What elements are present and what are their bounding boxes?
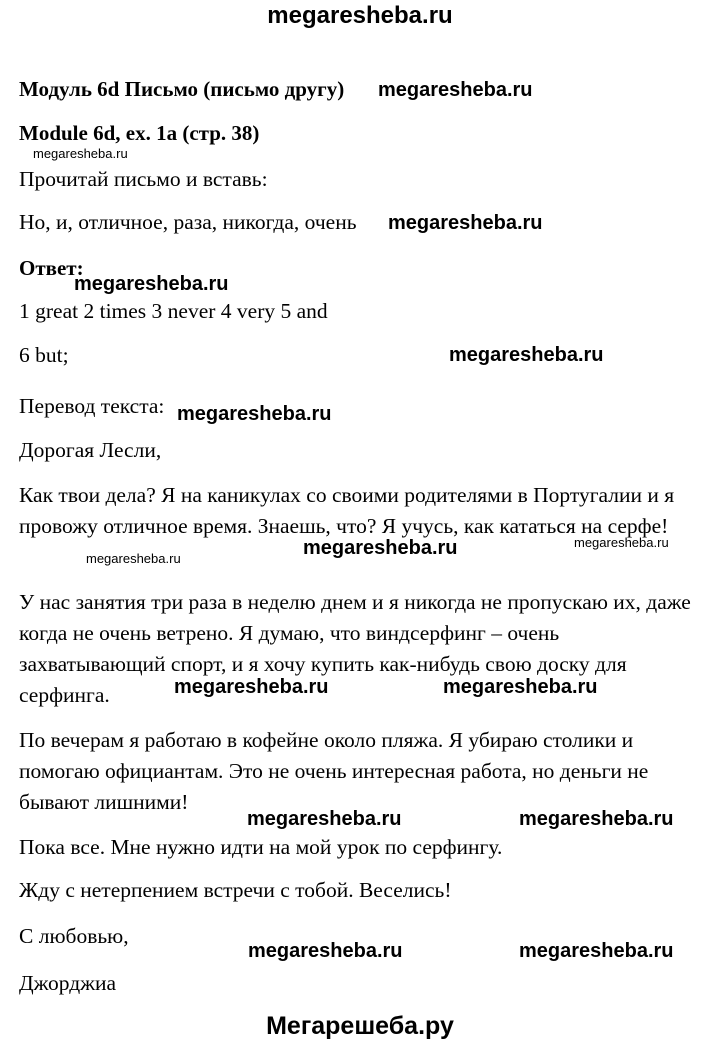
watermark: megaresheba.ru xyxy=(449,344,604,366)
watermark: megaresheba.ru xyxy=(443,676,598,698)
footer-site-name: Мегарешеба.ру xyxy=(266,1012,454,1040)
watermark: megaresheba.ru xyxy=(303,537,458,559)
watermark: megaresheba.ru xyxy=(247,808,402,830)
word-list: Но, и, отличное, раза, никогда, очень xyxy=(19,210,357,234)
watermark: megaresheba.ru xyxy=(74,273,229,295)
watermark: megaresheba.ru xyxy=(248,940,403,962)
answer-line-2: 6 but; xyxy=(19,343,69,367)
watermark: megaresheba.ru xyxy=(574,535,669,550)
letter-signoff: С любовью, xyxy=(19,924,129,948)
watermark: megaresheba.ru xyxy=(33,146,128,161)
letter-paragraph-2: У нас занятия три раза в неделю днем и я никогда не пропускаю их, даже когда не очень ветрено. Я думаю, что виндсерфинг – очень захватывающий спорт, и я хочу купить как-нибудь свою доску для серфинга. xyxy=(19,590,691,707)
watermark: megaresheba.ru xyxy=(519,808,674,830)
module-title-ru: Модуль 6d Письмо (письмо другу) xyxy=(19,77,345,101)
instruction-text: Прочитай письмо и вставь: xyxy=(19,167,268,191)
letter-closing-2: Жду с нетерпением встречи с тобой. Веселись! xyxy=(19,878,452,902)
letter-signature: Джорджиа xyxy=(19,971,117,995)
watermark: megaresheba.ru xyxy=(388,212,543,234)
translation-label: Перевод текста: xyxy=(19,394,165,418)
watermark: megaresheba.ru xyxy=(378,79,533,101)
watermark: megaresheba.ru xyxy=(86,551,181,566)
watermark: megaresheba.ru xyxy=(174,676,329,698)
letter-greeting: Дорогая Лесли, xyxy=(19,438,162,462)
letter-paragraph-1: Как твои дела? Я на каникулах со своими родителями в Португалии и я провожу отличное время. Знаешь, что? Я учусь, как кататься на серфе! xyxy=(19,483,675,538)
watermark: megaresheba.ru xyxy=(519,940,674,962)
letter-paragraph-3: По вечерам я работаю в кофейне около пляжа. Я убираю столики и помогаю официантам. Это не очень интересная работа, но деньги не бывают лишними! xyxy=(19,728,649,814)
header-site-name: megaresheba.ru xyxy=(267,2,453,29)
letter-closing-1: Пока все. Мне нужно идти на мой урок по серфингу. xyxy=(19,835,503,859)
watermark: megaresheba.ru xyxy=(177,403,332,425)
module-title-en: Module 6d, ex. 1a (стр. 38) xyxy=(19,121,260,145)
answer-label: Ответ: xyxy=(19,256,84,280)
answer-line-1: 1 great 2 times 3 never 4 very 5 and xyxy=(19,299,328,323)
